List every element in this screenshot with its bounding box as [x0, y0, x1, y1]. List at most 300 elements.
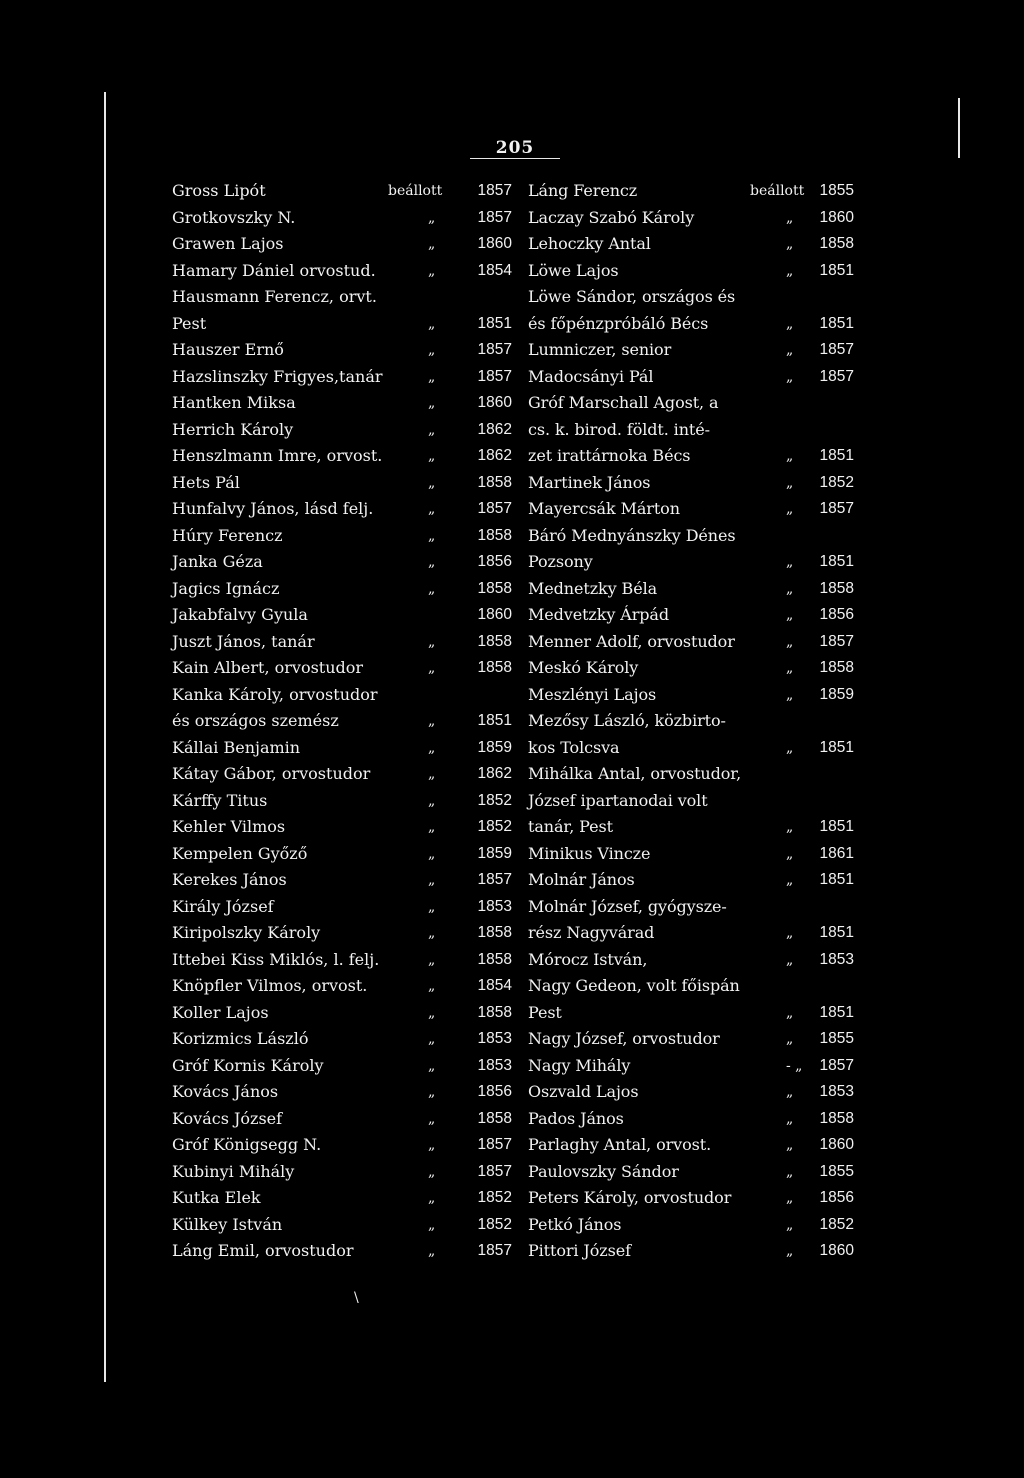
entry-name: Koller Lajos: [172, 1002, 269, 1022]
register-entry: [528, 1185, 854, 1212]
entry-year: 1858: [477, 950, 512, 968]
entry-year: 1857: [819, 367, 854, 385]
entry-year: 1852: [819, 473, 854, 491]
entry-name: Korizmics László: [172, 1029, 309, 1048]
entry-status-mark: „: [428, 262, 436, 279]
register-entry: [528, 735, 854, 762]
entry-status-mark: „: [786, 686, 794, 703]
entry-name: Hauszer Ernő: [172, 340, 284, 359]
entry-status-mark: „: [786, 501, 794, 517]
entry-status-mark: „: [786, 1137, 794, 1153]
entry-year: 1858: [819, 579, 854, 597]
register-entry: [528, 841, 854, 868]
entry-name: Grawen Lajos: [172, 234, 284, 253]
entry-name: Kain Albert, orvostudor: [172, 658, 364, 677]
entry-name: Peters Károly, orvostudor: [528, 1188, 732, 1207]
entry-status-mark: „: [428, 845, 436, 862]
entry-name: Pittori József: [528, 1241, 631, 1260]
register-entry: [172, 1238, 512, 1265]
entry-status-mark: „: [786, 474, 794, 491]
entry-year: 1857: [477, 1136, 512, 1153]
entry-name: Madocsányi Pál: [528, 366, 654, 386]
register-entry: [528, 364, 854, 391]
entry-year: 1855: [819, 182, 854, 199]
entry-year: 1858: [477, 1109, 512, 1127]
entry-name: Pest: [172, 313, 207, 333]
entry-year: 1852: [477, 1215, 512, 1233]
entry-status-mark: „: [428, 1084, 436, 1100]
entry-status-mark: „: [428, 1110, 436, 1127]
register-entry: [528, 894, 854, 921]
entry-status-mark: „: [428, 421, 436, 438]
entry-year: 1858: [477, 632, 512, 650]
entry-status-mark: „: [786, 368, 794, 385]
entry-name: Petkó János: [528, 1214, 622, 1234]
entry-name: tanár, Pest: [528, 817, 613, 836]
entry-status-mark: „: [786, 1190, 794, 1206]
register-entry: [172, 841, 512, 868]
entry-status-mark: „: [428, 1137, 436, 1153]
register-entry: [528, 337, 854, 364]
register-entry: [528, 682, 854, 709]
entry-name: Minikus Vincze: [528, 843, 651, 863]
entry-status-mark: „: [428, 1190, 436, 1206]
entry-name: József ipartanodai volt: [528, 790, 708, 810]
register-entry: [172, 576, 512, 603]
register-entry: [172, 1026, 512, 1053]
entry-year: 1860: [819, 208, 854, 226]
register-entry: [172, 1185, 512, 1212]
register-entry: [528, 1079, 854, 1106]
entry-status-mark: „: [786, 1031, 794, 1047]
register-entry: [528, 1026, 854, 1053]
entry-year: 1853: [819, 1083, 854, 1100]
page-number-rule: [470, 158, 560, 159]
entry-name: Kempelen Győző: [172, 843, 308, 863]
register-entry: [172, 1106, 512, 1133]
entry-name: Mórocz István,: [528, 949, 648, 969]
entry-status-mark: „: [428, 1057, 436, 1074]
entry-year: 1856: [477, 1083, 512, 1100]
entry-status-mark: „: [428, 766, 436, 782]
entry-year: 1858: [477, 579, 512, 597]
entry-name: Gróf Marschall Agost, a: [528, 393, 719, 412]
register-entry: [528, 867, 854, 894]
entry-status-mark: „: [786, 236, 794, 252]
register-entry: [172, 761, 512, 788]
entry-status-mark: „: [786, 209, 794, 226]
register-entry: [528, 205, 854, 232]
entry-name: Láng Emil, orvostudor: [172, 1241, 354, 1260]
entry-year: 1852: [477, 818, 512, 835]
register-entry: [172, 602, 512, 629]
entry-status-mark: „: [428, 315, 436, 332]
entry-status-mark: „: [428, 713, 436, 729]
entry-year: 1853: [477, 1056, 512, 1074]
entry-year: 1855: [819, 1030, 854, 1047]
entry-year: 1859: [477, 844, 512, 862]
entry-name: Menner Adolf, orvostudor: [528, 631, 735, 651]
entry-year: 1851: [819, 314, 854, 332]
register-entry: [172, 629, 512, 656]
entry-year: 1857: [819, 341, 854, 358]
entry-status-mark: - „: [786, 1057, 803, 1074]
entry-year: 1856: [819, 606, 854, 623]
register-entry: [172, 549, 512, 576]
register-entry: [528, 1212, 854, 1239]
entry-name: Löwe Lajos: [528, 260, 619, 280]
entry-status-mark: „: [428, 236, 436, 252]
entry-status-mark: „: [786, 739, 794, 756]
entry-name: rész Nagyvárad: [528, 923, 655, 942]
entry-status-mark: „: [786, 448, 794, 464]
entry-status-mark: „: [786, 1243, 794, 1259]
entry-status-mark: „: [786, 342, 794, 358]
register-entry: [172, 470, 512, 497]
entry-name: Mednetzky Béla: [528, 578, 658, 598]
entry-year: 1857: [477, 1162, 512, 1180]
entry-year: 1862: [477, 765, 512, 782]
entry-name: Külkey István: [172, 1214, 283, 1234]
entry-name: Kerekes János: [172, 870, 287, 889]
entry-name: Húry Ferencz: [172, 525, 283, 545]
register-entry: [528, 576, 854, 603]
entry-year: 1851: [819, 1003, 854, 1021]
entry-status-mark: „: [428, 872, 436, 888]
entry-status-mark: „: [428, 448, 436, 464]
entry-year: 1857: [477, 208, 512, 226]
register-entry: [172, 682, 512, 709]
entry-name: cs. k. birod. földt. inté-: [528, 419, 710, 439]
entry-name: Grotkovszky N.: [172, 207, 296, 227]
entry-year: 1857: [819, 1056, 854, 1074]
register-entry: [528, 470, 854, 497]
register-entry: [528, 920, 854, 947]
register-entry: [528, 231, 854, 258]
page-number: 205: [495, 138, 535, 158]
entry-status-mark: „: [428, 342, 436, 358]
entry-year: 1859: [819, 685, 854, 703]
entry-year: 1851: [819, 924, 854, 941]
entry-year: 1855: [819, 1162, 854, 1180]
entry-year: 1860: [819, 1242, 854, 1259]
entry-status-mark: „: [786, 872, 794, 888]
entry-status-mark: „: [428, 1031, 436, 1047]
entry-year: 1857: [477, 500, 512, 517]
entry-year: 1856: [477, 553, 512, 570]
entry-year: 1858: [477, 526, 512, 544]
register-entry: [528, 947, 854, 974]
register-entry: [528, 1238, 854, 1265]
entry-year: 1851: [819, 871, 854, 888]
entry-status-mark: „: [428, 951, 436, 968]
entry-year: 1851: [819, 553, 854, 570]
entry-year: 1857: [477, 871, 512, 888]
entry-name: Jagics Ignácz: [172, 578, 280, 598]
register-entry: [172, 496, 512, 523]
entry-status-mark: beállott: [388, 183, 443, 199]
register-entry: [172, 337, 512, 364]
entry-status-mark: „: [428, 501, 436, 517]
register-entry: [172, 231, 512, 258]
entry-year: 1852: [819, 1215, 854, 1233]
register-entry: [172, 417, 512, 444]
entry-status-mark: „: [786, 315, 794, 332]
register-entry: [172, 894, 512, 921]
left-page-edge-line: [104, 92, 106, 1382]
entry-name: Martinek János: [528, 472, 651, 492]
entry-name: Báró Mednyánszky Dénes: [528, 525, 736, 545]
entry-year: 1858: [819, 1109, 854, 1127]
register-entry: [528, 284, 854, 311]
register-entry: [172, 364, 512, 391]
entry-year: 1858: [477, 924, 512, 941]
entry-name: Nagy József, orvostudor: [528, 1029, 720, 1048]
entry-status-mark: „: [428, 819, 436, 835]
entry-year: 1858: [477, 1003, 512, 1021]
entry-name: Janka Géza: [172, 552, 263, 571]
entry-name: Jakabfalvy Gyula: [172, 605, 308, 624]
entry-status-mark: „: [786, 819, 794, 835]
entry-status-mark: „: [428, 660, 436, 676]
entry-year: 1851: [819, 818, 854, 835]
entry-name: Kubinyi Mihály: [172, 1161, 295, 1181]
entry-name: Meskó Károly: [528, 658, 639, 677]
entry-status-mark: „: [786, 660, 794, 676]
register-entry: [528, 1106, 854, 1133]
entry-year: 1858: [819, 235, 854, 252]
entry-name: Kárffy Titus: [172, 790, 268, 810]
entry-status-mark: „: [428, 978, 436, 994]
entry-name: Kehler Vilmos: [172, 817, 286, 836]
entry-year: 1860: [477, 235, 512, 252]
entry-name: Mihálka Antal, orvostudor,: [528, 764, 742, 783]
entry-name: Pozsony: [528, 552, 593, 571]
register-entry: [528, 629, 854, 656]
entry-status-mark: „: [786, 1084, 794, 1100]
entry-year: 1854: [477, 261, 512, 279]
register-entry: [172, 178, 512, 205]
register-entry: [172, 920, 512, 947]
register-entry: [172, 311, 512, 338]
entry-name: Mezősy László, közbirto-: [528, 711, 726, 730]
register-entry: [528, 178, 854, 205]
entry-year: 1851: [477, 712, 512, 729]
entry-name: Mayercsák Márton: [528, 499, 680, 518]
entry-name: Király József: [172, 896, 274, 916]
register-entry: [528, 496, 854, 523]
entry-status-mark: „: [428, 1004, 436, 1021]
left-column: [172, 178, 512, 1265]
entry-year: 1858: [819, 659, 854, 676]
entry-name: Kiripolszky Károly: [172, 923, 321, 942]
entry-status-mark: „: [428, 1216, 436, 1233]
entry-name: Oszvald Lajos: [528, 1082, 639, 1101]
register-entry: [172, 284, 512, 311]
entry-status-mark: „: [428, 792, 436, 809]
entry-status-mark: „: [428, 580, 436, 597]
entry-name: Gróf Kornis Károly: [172, 1055, 324, 1075]
register-entry: [528, 443, 854, 470]
register-entry: [172, 1079, 512, 1106]
entry-year: 1857: [477, 1242, 512, 1259]
entry-year: 1857: [819, 500, 854, 517]
entry-name: Medvetzky Árpád: [528, 605, 670, 624]
entry-name: Gróf Königsegg N.: [172, 1135, 322, 1154]
entry-status-mark: „: [786, 262, 794, 279]
entry-year: 1862: [477, 420, 512, 438]
stray-mark: \: [354, 1290, 359, 1306]
register-entry: [172, 523, 512, 550]
entry-name: Lehoczky Antal: [528, 234, 651, 253]
entry-status-mark: „: [428, 527, 436, 544]
right-column: [528, 178, 854, 1265]
entry-status-mark: „: [786, 1004, 794, 1021]
entry-year: 1860: [477, 606, 512, 623]
entry-status-mark: „: [786, 554, 794, 570]
entry-name: Kanka Károly, orvostudor: [172, 684, 378, 704]
register-entry: [528, 814, 854, 841]
entry-year: 1851: [819, 261, 854, 279]
entry-name: Pados János: [528, 1108, 624, 1128]
right-page-edge-line: [958, 98, 960, 158]
entry-name: Pest: [528, 1002, 562, 1022]
entry-status-mark: „: [428, 1243, 436, 1259]
register-entry: [172, 947, 512, 974]
entry-year: 1851: [819, 447, 854, 464]
register-entry: [172, 735, 512, 762]
entry-name: Herrich Károly: [172, 419, 294, 439]
entry-year: 1858: [477, 659, 512, 676]
entry-name: Kátay Gábor, orvostudor: [172, 764, 371, 783]
register-entry: [528, 973, 854, 1000]
entry-status-mark: beállott: [750, 183, 805, 199]
entry-name: Henszlmann Imre, orvost.: [172, 446, 383, 465]
register-entry: [528, 549, 854, 576]
entry-name: Meszlényi Lajos: [528, 684, 657, 704]
register-entry: [528, 708, 854, 735]
entry-name: Laczay Szabó Károly: [528, 207, 695, 227]
register-entry: [172, 1132, 512, 1159]
register-entry: [528, 788, 854, 815]
entry-status-mark: „: [786, 1216, 794, 1233]
entry-status-mark: „: [428, 395, 436, 411]
entry-status-mark: „: [786, 1110, 794, 1127]
entry-year: 1851: [477, 314, 512, 332]
entry-year: 1853: [819, 950, 854, 968]
register-entry: [172, 973, 512, 1000]
entry-name: Gross Lipót: [172, 181, 266, 200]
entry-name: Parlaghy Antal, orvost.: [528, 1135, 712, 1154]
register-entry: [172, 1159, 512, 1186]
entry-name: Hazslinszky Frigyes,tanár: [172, 366, 383, 386]
register-entry: [172, 814, 512, 841]
entry-year: 1852: [477, 791, 512, 809]
register-entry: [528, 390, 854, 417]
entry-status-mark: „: [428, 925, 436, 941]
entry-name: Kállai Benjamin: [172, 737, 301, 757]
entry-status-mark: „: [428, 633, 436, 650]
entry-year: 1857: [819, 632, 854, 650]
entry-year: 1857: [477, 367, 512, 385]
entry-name: Kovács János: [172, 1082, 279, 1101]
entry-year: 1853: [477, 897, 512, 915]
entry-status-mark: „: [428, 739, 436, 756]
entry-status-mark: „: [786, 951, 794, 968]
entry-name: Lumniczer, senior: [528, 340, 672, 359]
register-entry: [528, 1132, 854, 1159]
register-entry: [172, 390, 512, 417]
register-entry: [528, 258, 854, 285]
entry-name: és főpénzpróbáló Bécs: [528, 313, 709, 333]
entry-name: Molnár József, gyógysze-: [528, 896, 727, 916]
entry-name: Knöpfler Vilmos, orvost.: [172, 976, 368, 995]
register-entry: [528, 655, 854, 682]
entry-status-mark: „: [786, 580, 794, 597]
register-entry: [172, 1212, 512, 1239]
entry-status-mark: „: [428, 368, 436, 385]
register-entry: [528, 311, 854, 338]
entry-year: 1852: [477, 1189, 512, 1206]
entry-name: és országos szemész: [172, 711, 339, 730]
entry-name: Láng Ferencz: [528, 181, 638, 200]
register-entry: [172, 443, 512, 470]
entry-year: 1856: [819, 1189, 854, 1206]
entry-name: Paulovszky Sándor: [528, 1161, 679, 1181]
entry-year: 1853: [477, 1030, 512, 1047]
entry-name: Hets Pál: [172, 472, 240, 492]
register-entry: [528, 1159, 854, 1186]
register-entry: [172, 258, 512, 285]
entry-status-mark: „: [786, 607, 794, 623]
entry-name: Löwe Sándor, országos és: [528, 287, 736, 306]
entry-year: 1860: [819, 1136, 854, 1153]
entry-status-mark: „: [786, 925, 794, 941]
entry-name: Ittebei Kiss Miklós, l. felj.: [172, 949, 380, 969]
entry-name: Kovács József: [172, 1108, 283, 1128]
entry-status-mark: „: [786, 1163, 794, 1180]
entry-year: 1862: [477, 447, 512, 464]
entry-status-mark: „: [428, 554, 436, 570]
register-entry: [172, 788, 512, 815]
register-entry: [172, 655, 512, 682]
entry-name: Hantken Miksa: [172, 393, 296, 412]
register-entry: [528, 523, 854, 550]
register-entry: [172, 1000, 512, 1027]
entry-name: Juszt János, tanár: [172, 631, 315, 651]
register-entry: [172, 708, 512, 735]
entry-status-mark: „: [428, 209, 436, 226]
register-entry: [172, 867, 512, 894]
entry-name: Hausmann Ferencz, orvt.: [172, 287, 377, 306]
entry-year: 1857: [477, 182, 512, 199]
entry-name: kos Tolcsva: [528, 737, 620, 757]
entry-status-mark: „: [428, 898, 436, 915]
register-entry: [528, 1053, 854, 1080]
entry-year: 1858: [477, 473, 512, 491]
entry-year: 1860: [477, 394, 512, 411]
entry-name: Nagy Gedeon, volt főispán: [528, 976, 740, 995]
entry-year: 1861: [819, 844, 854, 862]
entry-status-mark: „: [428, 1163, 436, 1180]
entry-year: 1854: [477, 977, 512, 994]
entry-year: 1857: [477, 341, 512, 358]
register-entry: [172, 1053, 512, 1080]
register-entry: [172, 205, 512, 232]
entry-name: Molnár János: [528, 870, 635, 889]
register-entry: [528, 417, 854, 444]
entry-status-mark: „: [428, 474, 436, 491]
